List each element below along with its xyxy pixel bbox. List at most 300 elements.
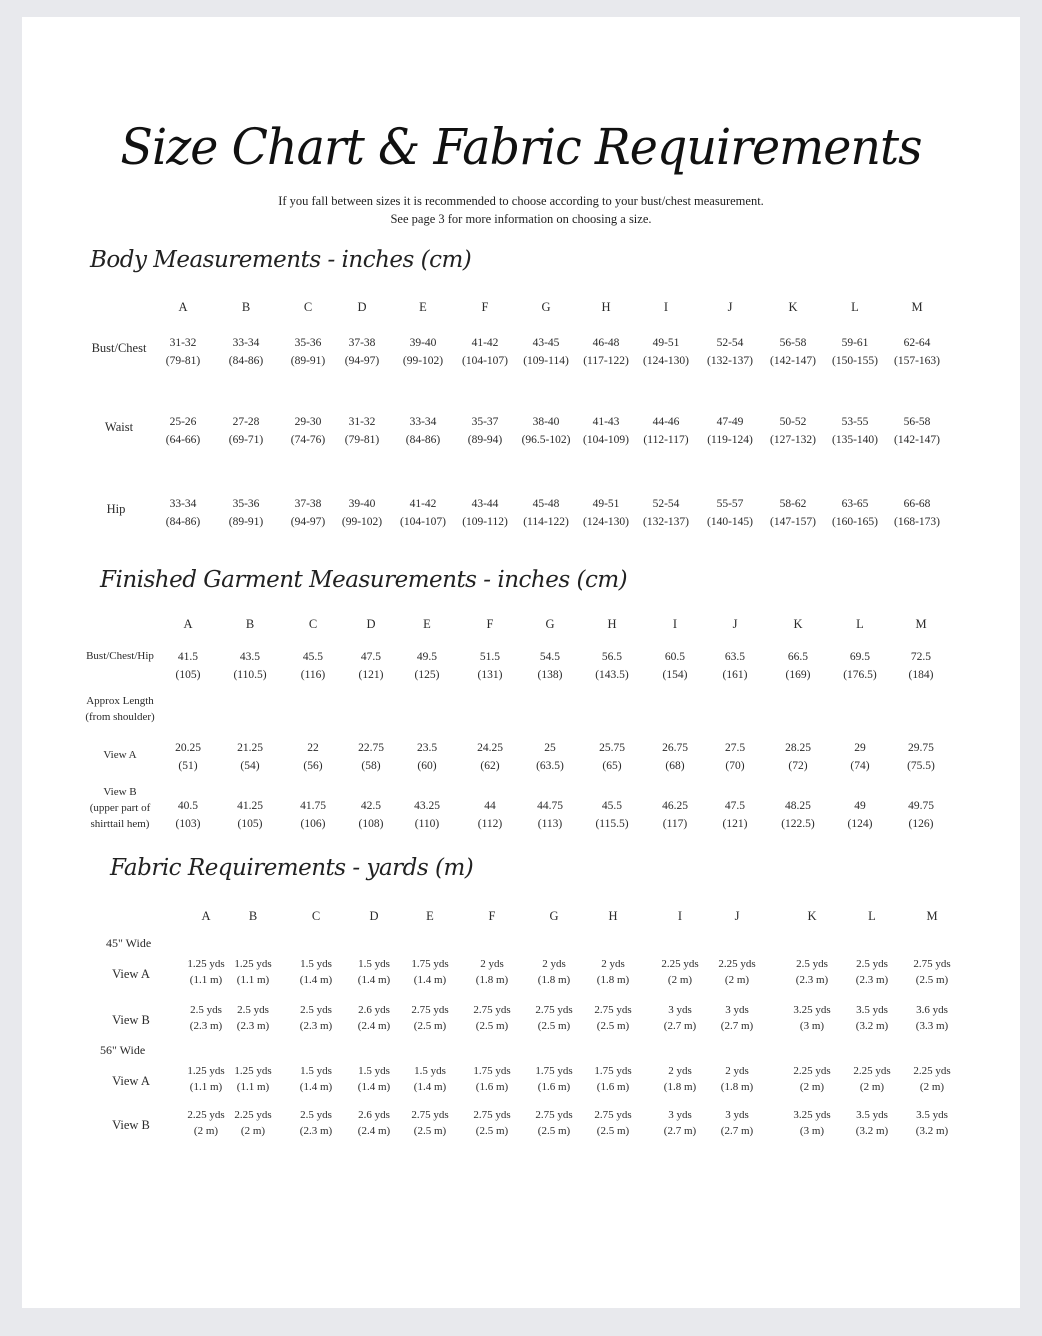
value-metric: (89-91) <box>290 355 326 367</box>
table-cell <box>770 334 816 370</box>
table-cell <box>664 1107 696 1139</box>
value-primary: 31-32 <box>348 416 376 428</box>
value-primary: 2.25 yds <box>234 1109 272 1121</box>
value-primary: 2.25 yds <box>718 958 756 970</box>
table-cell <box>643 334 689 370</box>
value-metric: (2.5 m) <box>475 1125 509 1137</box>
approx-length-label-sub: (from shoulder) <box>85 711 155 723</box>
value-metric: (56) <box>303 760 323 772</box>
table-cell <box>781 797 815 833</box>
value-primary: 3.25 yds <box>793 1109 831 1121</box>
value-primary: 2.5 yds <box>237 1004 269 1016</box>
table-cell <box>300 956 332 988</box>
table-cell <box>358 1063 390 1095</box>
value-primary: 41-42 <box>471 337 499 349</box>
value-metric: (1.8 m) <box>596 974 630 986</box>
table-cell <box>176 797 201 833</box>
table-cell <box>583 495 629 531</box>
table-cell <box>473 1107 510 1139</box>
value-metric: (108) <box>358 818 384 830</box>
size-header-l: L <box>856 617 864 631</box>
table-cell <box>477 739 503 775</box>
size-header-b: B <box>241 300 251 314</box>
table-cell <box>796 956 828 988</box>
row-label: View A <box>112 967 150 981</box>
table-cell <box>358 956 390 988</box>
table-cell <box>770 495 816 531</box>
value-metric: (161) <box>722 669 748 681</box>
value-metric: (113) <box>537 818 563 830</box>
value-metric: (75.5) <box>907 760 935 772</box>
value-primary: 49-51 <box>592 498 620 510</box>
table-cell <box>725 739 745 775</box>
value-metric: (2.5 m) <box>596 1020 630 1032</box>
table-cell <box>718 956 755 988</box>
value-metric: (114-122) <box>523 516 569 528</box>
value-primary: 2 yds <box>601 958 625 970</box>
size-header-e: E <box>426 909 434 923</box>
value-primary: 2.5 yds <box>856 958 888 970</box>
value-metric: (124-130) <box>643 355 689 367</box>
value-metric: (110.5) <box>233 669 267 681</box>
size-header-h: H <box>601 300 611 314</box>
value-primary: 3.5 yds <box>916 1109 948 1121</box>
value-metric: (2.3 m) <box>855 974 889 986</box>
value-primary: 1.25 yds <box>234 958 272 970</box>
size-header-b: B <box>248 909 258 923</box>
table-cell <box>359 648 384 684</box>
value-metric: (1.1 m) <box>189 1081 223 1093</box>
table-cell <box>793 1063 830 1095</box>
table-cell <box>916 1002 948 1034</box>
table-cell <box>662 739 688 775</box>
size-header-j: J <box>734 909 740 923</box>
table-cell <box>913 1063 950 1095</box>
table-cell <box>721 1063 753 1095</box>
value-primary: 41.5 <box>177 651 199 663</box>
table-cell <box>594 1002 631 1034</box>
value-metric: (2.5 m) <box>915 974 949 986</box>
value-primary: 29-30 <box>294 416 322 428</box>
value-metric: (70) <box>725 760 745 772</box>
value-metric: (3.3 m) <box>915 1020 949 1032</box>
value-metric: (2 m) <box>240 1125 266 1137</box>
value-metric: (124) <box>847 818 873 830</box>
value-metric: (124-130) <box>583 516 629 528</box>
table-cell <box>345 334 380 370</box>
value-metric: (140-145) <box>707 516 753 528</box>
value-metric: (121) <box>722 818 748 830</box>
value-primary: 1.5 yds <box>414 1065 446 1077</box>
value-metric: (2 m) <box>724 974 750 986</box>
value-metric: (2.5 m) <box>475 1020 509 1032</box>
value-metric: (169) <box>785 669 811 681</box>
value-metric: (94-97) <box>344 355 380 367</box>
value-primary: 43-44 <box>471 498 499 510</box>
value-metric: (138) <box>537 669 563 681</box>
value-primary: 20.25 <box>175 742 201 754</box>
table-cell <box>856 956 888 988</box>
value-primary: 45-48 <box>532 498 560 510</box>
value-metric: (60) <box>417 760 437 772</box>
value-primary: 44-46 <box>652 416 680 428</box>
table-cell <box>417 739 437 775</box>
value-metric: (2.3 m) <box>236 1020 270 1032</box>
table-cell <box>166 413 201 449</box>
value-primary: 43.25 <box>414 800 440 812</box>
size-header-m: M <box>915 617 927 631</box>
value-primary: 3 yds <box>668 1109 692 1121</box>
value-primary: 28.25 <box>785 742 811 754</box>
page-title: Size Chart & Fabric Requirements <box>120 118 922 176</box>
value-metric: (99-102) <box>341 516 383 528</box>
table-cell <box>234 1063 271 1095</box>
value-primary: 27.5 <box>724 742 746 754</box>
value-primary: 47.5 <box>724 800 746 812</box>
row-label: Bust/Chest <box>91 341 147 355</box>
table-cell <box>166 495 201 531</box>
value-primary: 38-40 <box>532 416 560 428</box>
size-header-l: L <box>851 300 859 314</box>
subtitle-line-1: If you fall between sizes it is recommended to choose according to your bust/chest measurement. <box>278 194 764 208</box>
value-primary: 2.75 yds <box>594 1004 632 1016</box>
value-primary: 25.75 <box>599 742 625 754</box>
value-metric: (58) <box>361 760 381 772</box>
table-cell <box>535 1107 572 1139</box>
size-header-f: F <box>486 617 494 631</box>
value-primary: 43-45 <box>532 337 560 349</box>
value-metric: (104-107) <box>462 355 508 367</box>
value-metric: (84-86) <box>165 516 201 528</box>
value-metric: (1.4 m) <box>413 1081 447 1093</box>
size-header-h: H <box>608 909 618 923</box>
table-cell <box>468 413 503 449</box>
row-label: Hip <box>106 502 126 516</box>
value-metric: (103) <box>175 818 201 830</box>
value-primary: 1.75 yds <box>535 1065 573 1077</box>
value-metric: (2.4 m) <box>357 1125 391 1137</box>
value-metric: (106) <box>300 818 326 830</box>
size-header-c: C <box>308 617 318 631</box>
value-primary: 25-26 <box>169 416 197 428</box>
value-metric: (168-173) <box>894 516 940 528</box>
table-cell <box>916 1107 948 1139</box>
table-cell <box>583 334 629 370</box>
table-cell <box>832 413 878 449</box>
value-metric: (109-114) <box>523 355 569 367</box>
value-primary: 33-34 <box>232 337 260 349</box>
table-cell <box>793 1107 830 1139</box>
table-cell <box>894 334 940 370</box>
value-metric: (104-109) <box>583 434 629 446</box>
value-metric: (1.4 m) <box>357 974 391 986</box>
value-metric: (65) <box>602 760 622 772</box>
value-primary: 49.5 <box>416 651 438 663</box>
value-metric: (2.7 m) <box>663 1020 697 1032</box>
value-primary: 66.5 <box>787 651 809 663</box>
table-cell <box>473 1002 510 1034</box>
value-metric: (89-91) <box>228 516 264 528</box>
table-cell <box>786 648 811 684</box>
value-primary: 3 yds <box>725 1004 749 1016</box>
value-primary: 35-36 <box>232 498 260 510</box>
size-header-k: K <box>807 909 817 923</box>
value-primary: 2.75 yds <box>411 1004 449 1016</box>
value-metric: (1.8 m) <box>475 974 509 986</box>
value-primary: 1.5 yds <box>300 1065 332 1077</box>
value-metric: (147-157) <box>770 516 816 528</box>
value-primary: 56.5 <box>601 651 623 663</box>
table-cell <box>594 1107 631 1139</box>
table-cell <box>793 1002 830 1034</box>
table-cell <box>187 1107 224 1139</box>
table-cell <box>664 1063 696 1095</box>
table-cell <box>358 1107 390 1139</box>
value-metric: (3 m) <box>799 1020 825 1032</box>
value-metric: (1.4 m) <box>413 974 447 986</box>
table-cell <box>414 1063 446 1095</box>
value-metric: (2.7 m) <box>663 1125 697 1137</box>
table-cell <box>411 1002 448 1034</box>
value-primary: 1.25 yds <box>187 958 225 970</box>
table-cell <box>643 413 688 449</box>
value-metric: (79-81) <box>344 434 380 446</box>
table-cell <box>536 739 564 775</box>
table-cell <box>894 413 940 449</box>
value-metric: (74-76) <box>290 434 326 446</box>
table-cell <box>400 495 446 531</box>
value-metric: (115.5) <box>595 818 629 830</box>
table-cell <box>843 648 877 684</box>
table-cell <box>190 1002 222 1034</box>
value-metric: (54) <box>240 760 260 772</box>
table-cell <box>664 1002 696 1034</box>
value-metric: (184) <box>908 669 934 681</box>
table-cell <box>300 1002 332 1034</box>
table-cell <box>300 1063 332 1095</box>
table-cell <box>770 413 816 449</box>
size-header-e: E <box>419 300 427 314</box>
value-primary: 1.25 yds <box>234 1065 272 1077</box>
table-cell <box>303 739 322 775</box>
table-cell <box>473 1063 510 1095</box>
value-primary: 63-65 <box>841 498 869 510</box>
value-metric: (3 m) <box>799 1125 825 1137</box>
value-primary: 23.5 <box>416 742 438 754</box>
size-header-d: D <box>357 300 367 314</box>
value-primary: 2.25 yds <box>793 1065 831 1077</box>
size-header-m: M <box>911 300 923 314</box>
value-primary: 37-38 <box>348 337 376 349</box>
value-metric: (1.1 m) <box>189 974 223 986</box>
value-metric: (122.5) <box>781 818 815 830</box>
size-header-m: M <box>926 909 938 923</box>
value-primary: 39-40 <box>348 498 376 510</box>
value-metric: (2 m) <box>193 1125 219 1137</box>
row-label: View B <box>112 1013 150 1027</box>
row-label: Waist <box>104 420 134 434</box>
value-primary: 45.5 <box>601 800 623 812</box>
value-primary: 47-49 <box>716 416 744 428</box>
value-primary: 26.75 <box>662 742 688 754</box>
table-cell <box>594 1063 631 1095</box>
value-metric: (105) <box>175 669 201 681</box>
value-primary: 29.75 <box>908 742 934 754</box>
value-primary: 51.5 <box>479 651 501 663</box>
value-metric: (3.2 m) <box>915 1125 949 1137</box>
value-metric: (2.3 m) <box>189 1020 223 1032</box>
value-primary: 31-32 <box>169 337 197 349</box>
table-cell <box>595 648 629 684</box>
value-metric: (119-124) <box>707 434 753 446</box>
value-primary: 3.5 yds <box>856 1004 888 1016</box>
value-metric: (84-86) <box>405 434 441 446</box>
table-cell <box>476 956 508 988</box>
table-cell <box>234 1107 271 1139</box>
value-metric: (157-163) <box>894 355 940 367</box>
table-cell <box>403 334 443 370</box>
value-metric: (142-147) <box>894 434 940 446</box>
value-primary: 35-37 <box>471 416 499 428</box>
value-primary: 55-57 <box>716 498 744 510</box>
value-metric: (2.5 m) <box>537 1125 571 1137</box>
value-metric: (1.6 m) <box>596 1081 630 1093</box>
value-metric: (143.5) <box>595 669 629 681</box>
table-cell <box>358 1002 390 1034</box>
size-header-d: D <box>366 617 376 631</box>
approx-length-label: Approx Length <box>86 695 154 707</box>
value-primary: 40.5 <box>177 800 199 812</box>
value-metric: (3.2 m) <box>855 1020 889 1032</box>
value-primary: 47.5 <box>360 651 382 663</box>
document-page <box>22 17 1020 1308</box>
finished-garment-heading: Finished Garment Measurements - inches (cm) <box>100 567 628 593</box>
value-primary: 25 <box>544 742 556 754</box>
width-label: 45" Wide <box>106 936 152 950</box>
table-cell <box>908 797 934 833</box>
value-primary: 52-54 <box>652 498 680 510</box>
value-primary: 63.5 <box>724 651 746 663</box>
value-primary: 45.5 <box>302 651 324 663</box>
value-metric: (64-66) <box>165 434 201 446</box>
value-primary: 50-52 <box>779 416 807 428</box>
size-header-d: D <box>369 909 379 923</box>
size-header-l: L <box>868 909 876 923</box>
value-primary: 48.25 <box>785 800 811 812</box>
table-cell <box>907 739 935 775</box>
value-metric: (1.8 m) <box>720 1081 754 1093</box>
value-primary: 2.75 yds <box>594 1109 632 1121</box>
value-metric: (2 m) <box>799 1081 825 1093</box>
size-header-c: C <box>311 909 321 923</box>
size-header-k: K <box>793 617 803 631</box>
table-cell <box>523 495 569 531</box>
table-cell <box>478 797 502 833</box>
table-cell <box>234 956 271 988</box>
value-primary: 2.75 yds <box>411 1109 449 1121</box>
value-primary: 3.6 yds <box>916 1004 948 1016</box>
value-metric: (132-137) <box>707 355 753 367</box>
table-cell <box>643 495 689 531</box>
value-metric: (176.5) <box>843 669 877 681</box>
table-cell <box>535 1063 572 1095</box>
table-cell <box>406 413 441 449</box>
value-metric: (150-155) <box>832 355 878 367</box>
body-measurements-heading: Body Measurements - inches (cm) <box>90 247 472 273</box>
value-primary: 24.25 <box>477 742 503 754</box>
table-cell <box>597 956 629 988</box>
value-primary: 41-42 <box>409 498 437 510</box>
value-metric: (112-117) <box>643 434 689 446</box>
value-metric: (121) <box>358 669 384 681</box>
value-primary: 22.75 <box>358 742 384 754</box>
value-primary: 49.75 <box>908 800 934 812</box>
row-label: View A <box>103 749 137 761</box>
value-primary: 49 <box>854 800 866 812</box>
value-primary: 53-55 <box>841 416 869 428</box>
value-metric: (68) <box>665 760 685 772</box>
row-label: Bust/Chest/Hip <box>86 650 154 662</box>
value-primary: 44 <box>484 800 496 812</box>
table-cell <box>707 334 753 370</box>
table-cell <box>909 648 934 684</box>
value-primary: 1.75 yds <box>411 958 449 970</box>
value-metric: (74) <box>850 760 870 772</box>
value-metric: (51) <box>178 760 198 772</box>
value-primary: 2.5 yds <box>796 958 828 970</box>
value-primary: 2.5 yds <box>300 1004 332 1016</box>
value-metric: (99-102) <box>402 355 444 367</box>
table-cell <box>187 956 224 988</box>
value-primary: 1.5 yds <box>358 1065 390 1077</box>
value-metric: (2.5 m) <box>537 1020 571 1032</box>
value-primary: 2 yds <box>668 1065 692 1077</box>
table-cell <box>229 495 264 531</box>
table-cell <box>848 797 873 833</box>
value-metric: (132-137) <box>643 516 689 528</box>
size-header-k: K <box>788 300 798 314</box>
table-cell <box>721 1002 753 1034</box>
table-cell <box>599 739 625 775</box>
table-cell <box>300 797 326 833</box>
value-primary: 1.5 yds <box>358 958 390 970</box>
value-metric: (89-94) <box>467 434 503 446</box>
table-cell <box>291 413 326 449</box>
value-metric: (105) <box>237 818 263 830</box>
table-cell <box>661 956 698 988</box>
value-primary: 2.5 yds <box>190 1004 222 1016</box>
table-cell <box>853 1063 890 1095</box>
table-cell <box>233 648 266 684</box>
value-primary: 1.5 yds <box>300 958 332 970</box>
value-primary: 62-64 <box>903 337 931 349</box>
value-metric: (1.6 m) <box>537 1081 571 1093</box>
table-cell <box>187 1063 224 1095</box>
size-header-f: F <box>481 300 489 314</box>
size-header-e: E <box>423 617 431 631</box>
value-primary: 2 yds <box>480 958 504 970</box>
table-cell <box>850 739 869 775</box>
value-primary: 2 yds <box>725 1065 749 1077</box>
table-cell <box>538 648 563 684</box>
table-cell <box>301 648 325 684</box>
value-primary: 49-51 <box>652 337 680 349</box>
value-primary: 2.75 yds <box>535 1004 573 1016</box>
value-metric: (2.3 m) <box>299 1020 333 1032</box>
value-metric: (1.4 m) <box>357 1081 391 1093</box>
value-primary: 29 <box>854 742 866 754</box>
value-metric: (2.3 m) <box>795 974 829 986</box>
